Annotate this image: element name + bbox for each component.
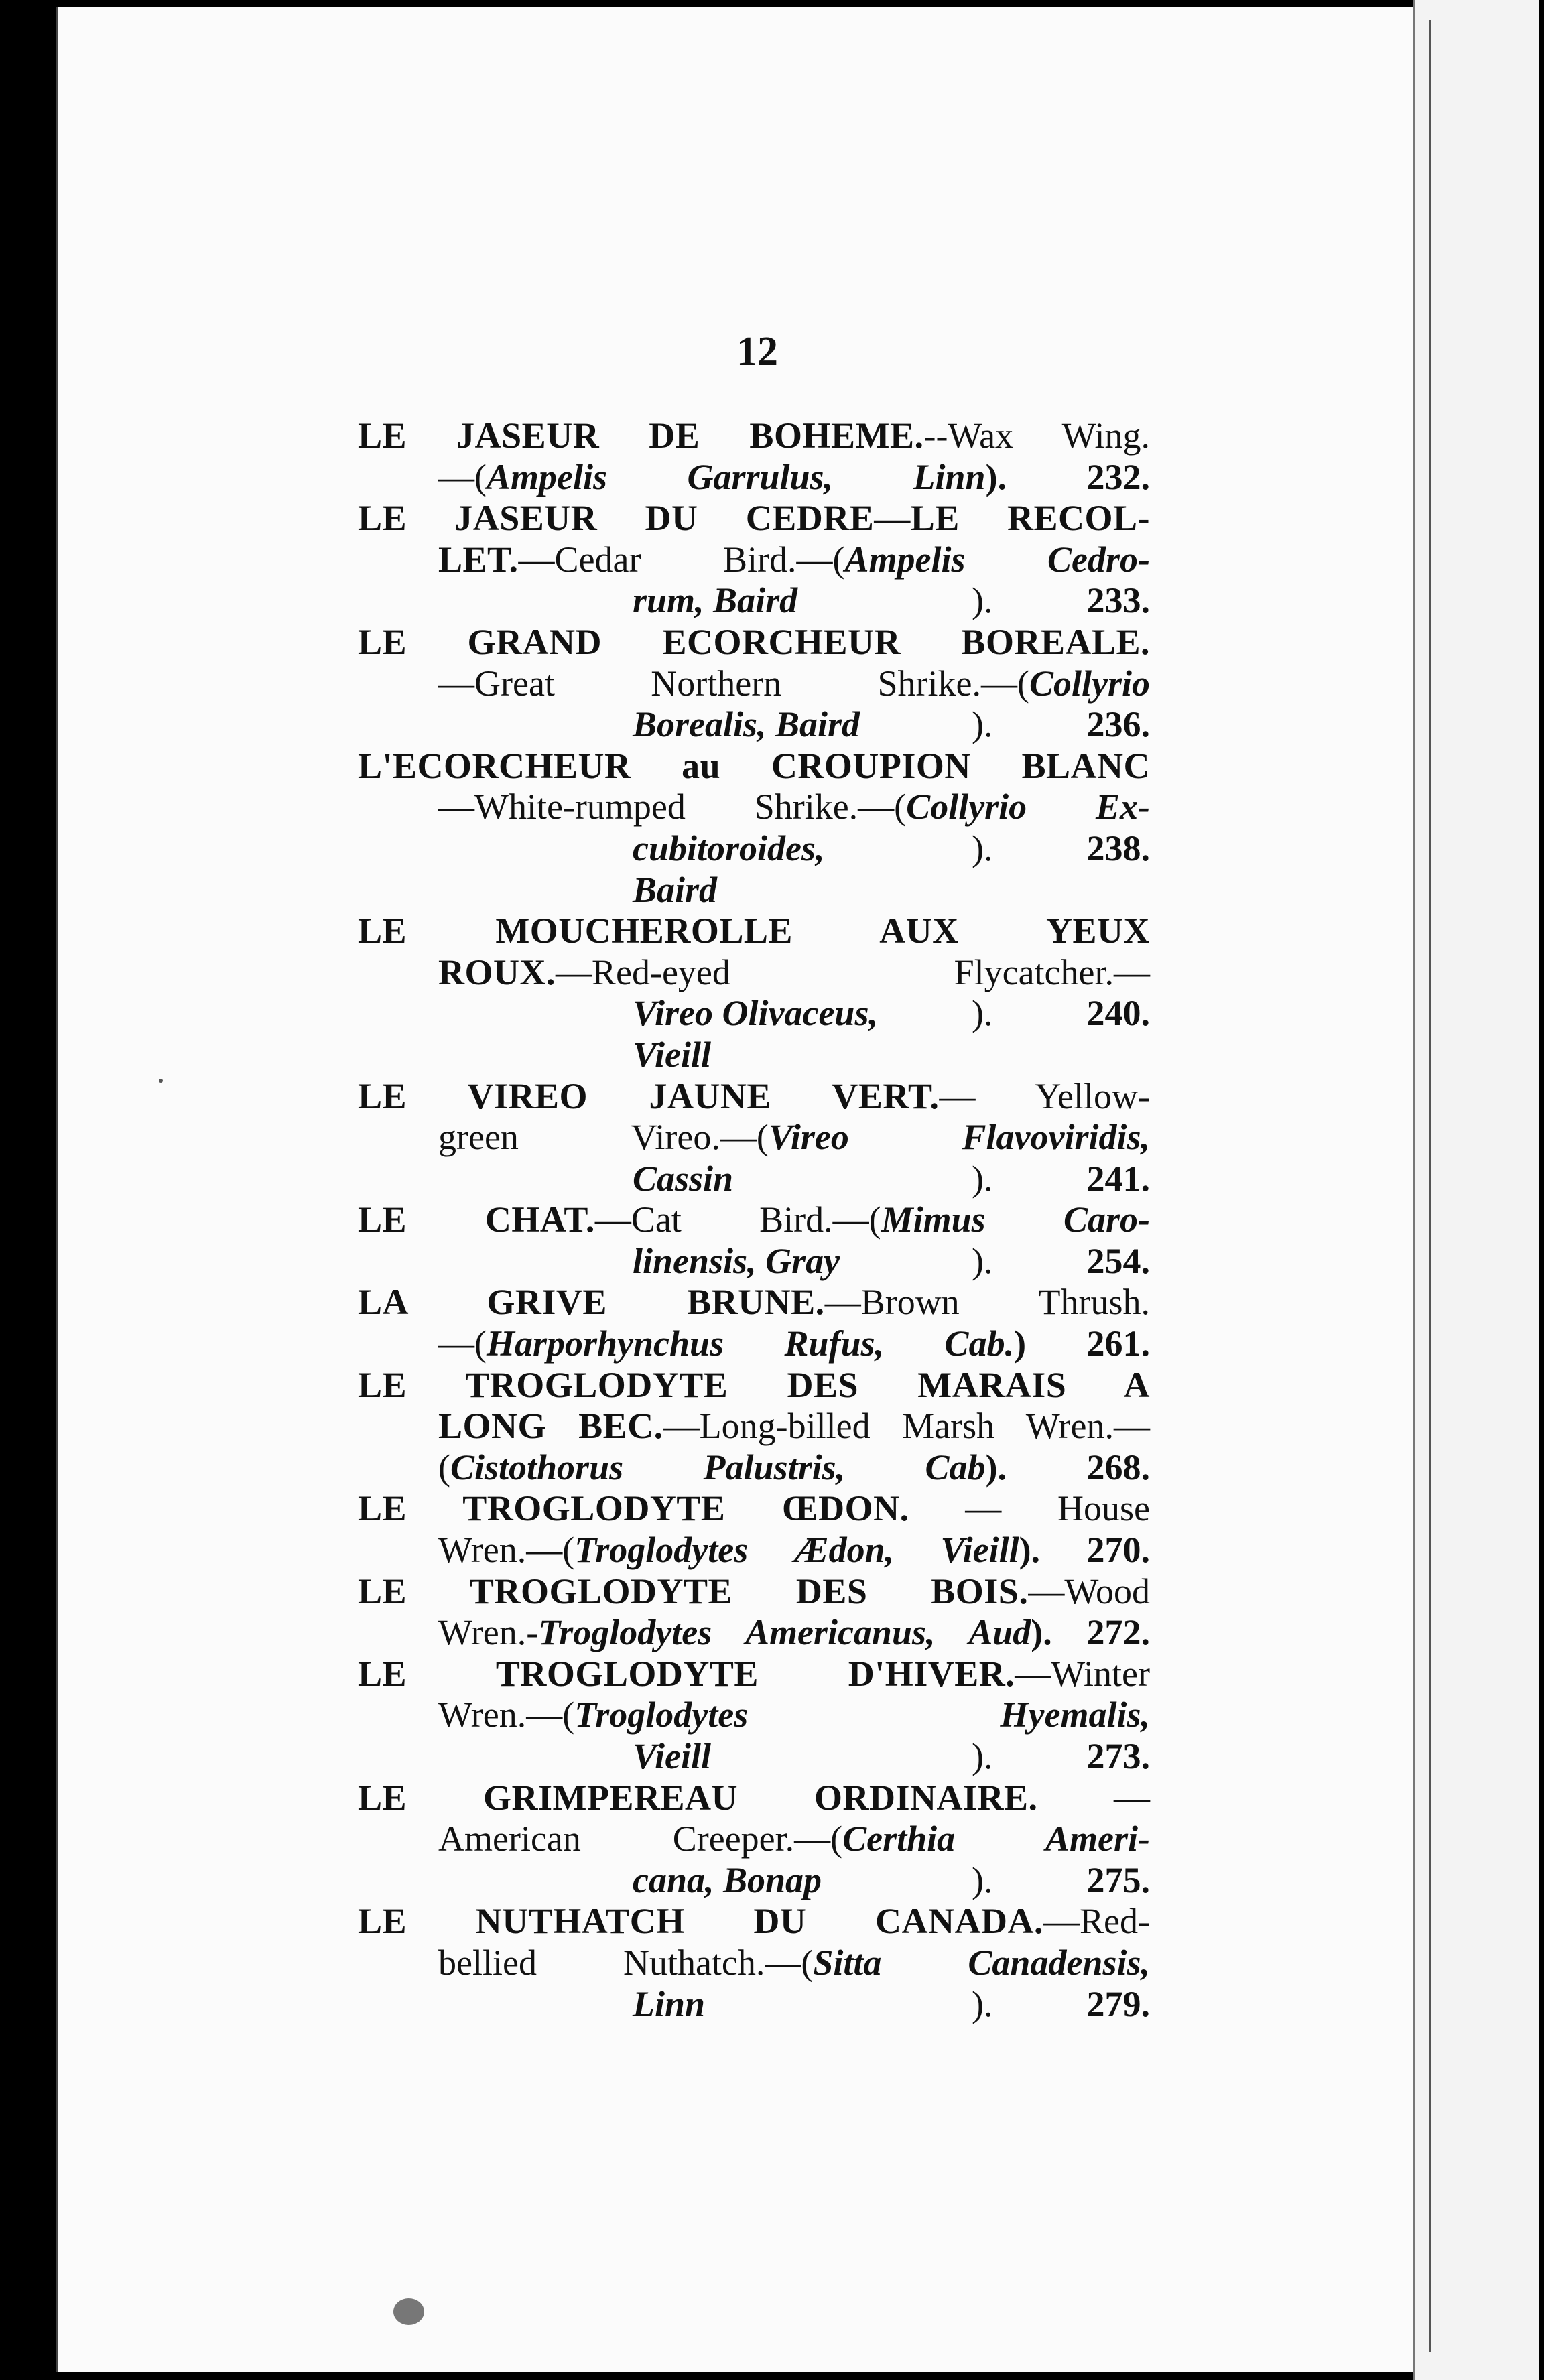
page-reference: 273. [1086, 1736, 1150, 1776]
page-fold-line [1429, 20, 1431, 2352]
english-name: ). [972, 1158, 993, 1199]
page-reference: 233. [1086, 580, 1150, 621]
french-name: LE MOUCHEROLLE AUX YEUX [358, 911, 1150, 951]
entry-line [358, 993, 1150, 1075]
english-name: ). [972, 993, 993, 1034]
english-name: —Wood [1028, 1571, 1150, 1611]
bird-entry [358, 1901, 1150, 2025]
english-name: —Cat Bird.—( [594, 1199, 881, 1240]
page-reference: ). 272. [1031, 1612, 1151, 1653]
french-name: LE JASEUR DU CEDRE—LE RECOL- [358, 498, 1150, 539]
bird-entry [358, 1571, 1150, 1654]
page-reference: 238. [1086, 828, 1150, 868]
english-name: —Long-billed Marsh Wren.— [663, 1406, 1150, 1447]
entry-line [358, 663, 1150, 705]
french-name: LE JASEUR DE BOHEME. [358, 415, 924, 456]
english-name: —White-rumped Shrike.—( [438, 787, 907, 828]
scientific-name: cana, Bonap [633, 1859, 822, 1900]
english-name: ). [972, 1983, 993, 2024]
entry-line [358, 828, 1150, 911]
entry-line [358, 1942, 1150, 1984]
entry-line [358, 1984, 1150, 2026]
bird-entry [358, 415, 1150, 498]
page-reference: 279. [1086, 1983, 1150, 2024]
english-name: ). [972, 828, 993, 868]
scientific-name: Collyrio [1029, 663, 1150, 704]
english-name: green Vireo.—( [438, 1117, 769, 1158]
scientific-name: Ampelis Garrulus, Linn [486, 456, 986, 497]
page-reference: ). 268. [985, 1447, 1150, 1488]
french-name: LE TROGLODYTE ŒDON. [358, 1488, 909, 1529]
french-name: LE TROGLODYTE DES MARAIS A [358, 1364, 1150, 1405]
french-name: LET. [438, 539, 519, 580]
english-name: —Red- [1043, 1901, 1150, 1942]
page-number: 12 [736, 329, 778, 375]
scientific-name: Vireo Flavoviridis, [768, 1117, 1150, 1158]
bird-entry [358, 1076, 1150, 1200]
entry-line [358, 1199, 1150, 1241]
entry-line [358, 415, 1150, 457]
english-name: —Brown Thrush. [824, 1282, 1150, 1323]
page-reference: 241. [1086, 1158, 1150, 1199]
french-name: LE NUTHATCH DU CANADA. [358, 1901, 1044, 1942]
english-name: —( [438, 1323, 487, 1364]
scientific-name: Harporhynchus Rufus, Cab. [486, 1323, 1015, 1364]
entry-line [358, 911, 1150, 952]
entry-line [358, 1571, 1150, 1613]
english-name: ). [972, 580, 993, 621]
english-name: Wren.—( [438, 1530, 575, 1571]
bird-entry [358, 1778, 1150, 1902]
entry-line [358, 1241, 1150, 1282]
scientific-name: Collyrio Ex- [906, 787, 1150, 828]
scientific-name: rum, Baird [633, 580, 798, 621]
scientific-name: linensis, Gray [633, 1240, 840, 1281]
english-name: ). [972, 1240, 993, 1281]
french-name: LE GRIMPEREAU ORDINAIRE. [358, 1777, 1038, 1818]
french-name: LA GRIVE BRUNE. [358, 1282, 825, 1323]
english-name: — House [909, 1488, 1150, 1529]
page-reference: 275. [1086, 1859, 1150, 1900]
entry-line [358, 1117, 1150, 1159]
entry-line [358, 1654, 1150, 1695]
scientific-name: Certhia Ameri- [842, 1819, 1150, 1859]
scientific-name: Troglodytes Ædon, Vieill [574, 1530, 1019, 1571]
scientific-name: Troglodytes Hyemalis, [574, 1695, 1150, 1735]
ink-speck [159, 1079, 163, 1083]
entry-line [358, 498, 1150, 539]
bird-entry [358, 1282, 1150, 1364]
english-name: —( [438, 456, 487, 497]
page-reference: 254. [1086, 1240, 1150, 1281]
scientific-name: Linn [633, 1983, 706, 2024]
french-name: L'ECORCHEUR au CROUPION BLANC [358, 745, 1150, 786]
bird-entry [358, 1365, 1150, 1489]
entry-line [358, 1365, 1150, 1406]
english-name: —Red-eyed Flycatcher.— [556, 951, 1150, 992]
bird-entry [358, 746, 1150, 911]
entry-line [358, 1282, 1150, 1323]
entry-line [358, 622, 1150, 663]
french-name: LE CHAT. [358, 1199, 595, 1240]
scientific-name: cubitoroides, Baird [633, 828, 825, 910]
english-name: ). [972, 1736, 993, 1776]
english-name: —Winter [1015, 1653, 1150, 1694]
french-name: LE GRAND ECORCHEUR BOREALE. [358, 621, 1150, 662]
english-name: ). [972, 1859, 993, 1900]
english-name: ( [438, 1447, 450, 1488]
english-name: bellied Nuthatch.—( [438, 1942, 814, 1983]
english-name: — Yellow- [939, 1075, 1150, 1116]
english-name: American Creeper.—( [438, 1819, 843, 1859]
bird-entry [358, 498, 1150, 622]
scientific-name: Vieill [633, 1736, 712, 1776]
entry-line [358, 1736, 1150, 1778]
scientific-name: Troglodytes Americanus, Aud [538, 1612, 1031, 1653]
entry-line [358, 952, 1150, 994]
ink-blot [393, 2298, 424, 2325]
entry-line [358, 457, 1150, 499]
entry-line [358, 1076, 1150, 1118]
entry-line [358, 1612, 1150, 1654]
page-reference: ). 270. [1019, 1530, 1150, 1571]
bird-list [358, 415, 1150, 2025]
entry-line [358, 1159, 1150, 1200]
adjacent-page-edge [1413, 0, 1539, 2380]
scientific-name: Cistothorus Palustris, Cab [450, 1447, 986, 1488]
page-reference: 240. [1086, 993, 1150, 1034]
bird-entry [358, 911, 1150, 1075]
english-name: —Cedar Bird.—( [518, 539, 845, 580]
bird-entry [358, 622, 1150, 746]
french-name: LONG BEC. [438, 1406, 663, 1447]
entry-line [358, 1860, 1150, 1902]
english-name: ). [972, 704, 993, 745]
page-reference: ) 261. [1014, 1323, 1150, 1364]
bird-entry [358, 1199, 1150, 1282]
scientific-name: Borealis, Baird [633, 704, 860, 745]
entry-line [358, 1447, 1150, 1489]
entry-line [358, 1695, 1150, 1736]
scientific-name: Ampelis Cedro- [844, 539, 1150, 580]
entry-line [358, 1901, 1150, 1942]
entry-line [358, 704, 1150, 746]
entry-line [358, 580, 1150, 622]
entry-line [358, 1323, 1150, 1365]
english-name: Wren.—( [438, 1695, 575, 1735]
french-name: ROUX. [438, 951, 556, 992]
french-name: LE TROGLODYTE DES BOIS. [358, 1571, 1029, 1611]
scientific-name: Cassin [633, 1158, 734, 1199]
english-name: — [1037, 1777, 1150, 1818]
french-name: LE TROGLODYTE D'HIVER. [358, 1653, 1015, 1694]
scientific-name: Mimus Caro- [881, 1199, 1150, 1240]
english-name: --Wax Wing. [923, 415, 1150, 456]
scientific-name: Sitta Canadensis, [813, 1942, 1150, 1983]
english-name: —Great Northern Shrike.—( [438, 663, 1029, 704]
page-reference: ). 232. [985, 456, 1150, 497]
entry-line [358, 1778, 1150, 1819]
entry-line [358, 539, 1150, 581]
english-name: Wren.- [438, 1612, 539, 1653]
french-name: LE VIREO JAUNE VERT. [358, 1075, 940, 1116]
bird-entry [358, 1488, 1150, 1571]
entry-line [358, 746, 1150, 787]
entry-line [358, 1406, 1150, 1447]
bird-entry [358, 1654, 1150, 1778]
entry-line [358, 1488, 1150, 1530]
entry-line [358, 787, 1150, 828]
scientific-name: Vireo Olivaceus, Vieill [633, 993, 878, 1075]
entry-line [358, 1530, 1150, 1571]
page-reference: 236. [1086, 704, 1150, 745]
entry-line [358, 1819, 1150, 1860]
